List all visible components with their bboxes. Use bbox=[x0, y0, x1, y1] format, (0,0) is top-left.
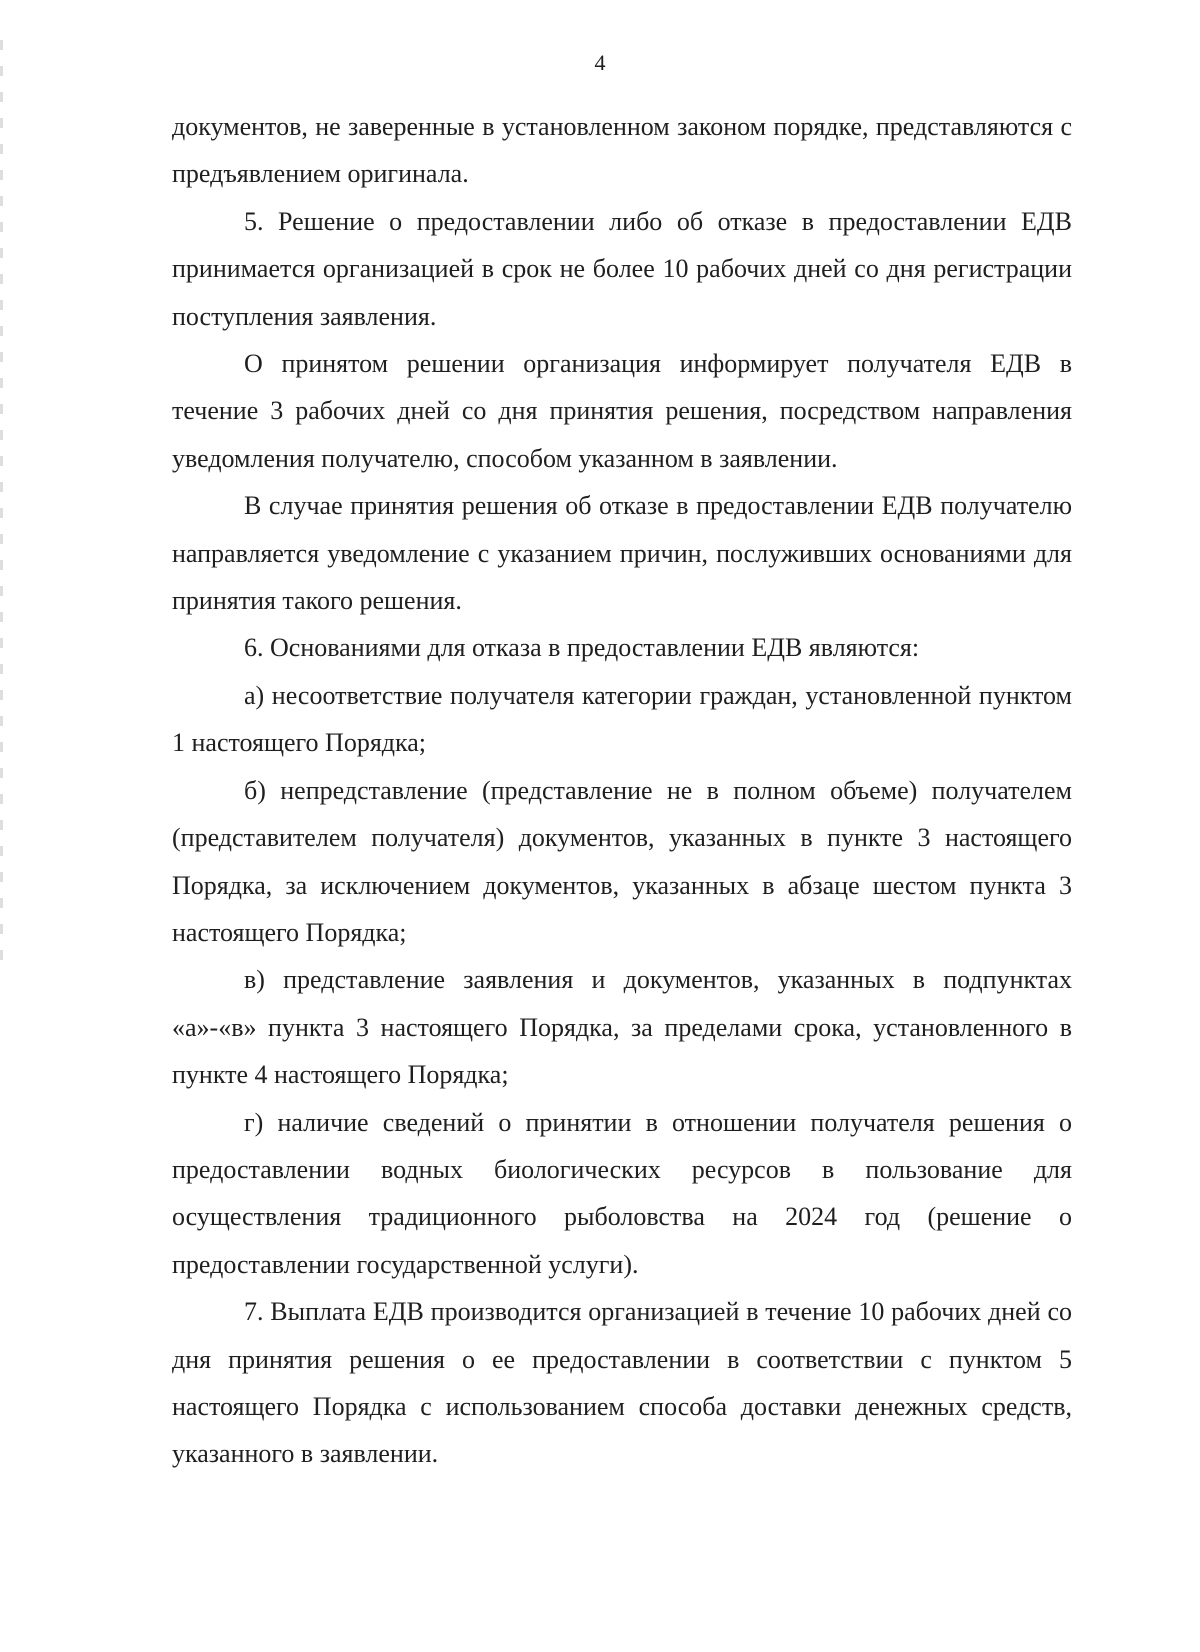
paragraph-item-7: 7. Выплата ЕДВ производится организацией в течение 10 рабочих дней со дня принятия решения о ее предоставлении в соответствии с пунктом 5 настоящего Порядка с использованием способа доставки денежных средств, указанного в заявлении. bbox=[172, 1297, 1072, 1469]
document-body bbox=[172, 103, 1072, 1478]
paragraph-item-6: 6. Основаниями для отказа в предоставлении ЕДВ являются: bbox=[244, 633, 920, 663]
paragraph-continuation: документов, не заверенные в установленном законом порядке, представляются с предъявлением оригинала. bbox=[172, 112, 1072, 189]
paragraph-subitem-a: а) несоответствие получателя категории граждан, установленной пунктом 1 настоящего Порядка; bbox=[172, 680, 1072, 758]
page-number: 4 bbox=[594, 50, 606, 75]
scan-edge-artifact bbox=[0, 40, 3, 960]
paragraph-decision-notice: О принятом решении организация информирует получателя ЕДВ в течение 3 рабочих дней со дня принятия решения, посредством направления уведомления получателю, способом указанном в заявлении. bbox=[172, 349, 1072, 473]
paragraph-subitem-b: б) непредставление (представление не в полном объеме) получателем (представителем получателя) документов, указанных в пункте 3 настоящего Порядка, за исключением документов, указанных в абзаце шестом пункта 3 настоящего Порядка; bbox=[172, 775, 1072, 947]
paragraph-subitem-v: в) представление заявления и документов, указанных в подпунктах «а»-«в» пункта 3 настоящего Порядка, за пределами срока, установленного в пункте 4 настоящего Порядка; bbox=[172, 965, 1072, 1090]
paragraph-refusal-notice: В случае принятия решения об отказе в предоставлении ЕДВ получателю направляется уведомление с указанием причин, послуживших основаниями для принятия такого решения. bbox=[172, 491, 1072, 616]
paragraph-item-5: 5. Решение о предоставлении либо об отказе в предоставлении ЕДВ принимается организацией в срок не более 10 рабочих дней со дня регистрации поступления заявления. bbox=[172, 206, 1072, 331]
paragraph-subitem-g: г) наличие сведений о принятии в отношении получателя решения о предоставлении водных биологических ресурсов в пользование для осуществления традиционного рыболовства на 2024 год (решение о предоставлении государственной услуги). bbox=[172, 1107, 1072, 1279]
